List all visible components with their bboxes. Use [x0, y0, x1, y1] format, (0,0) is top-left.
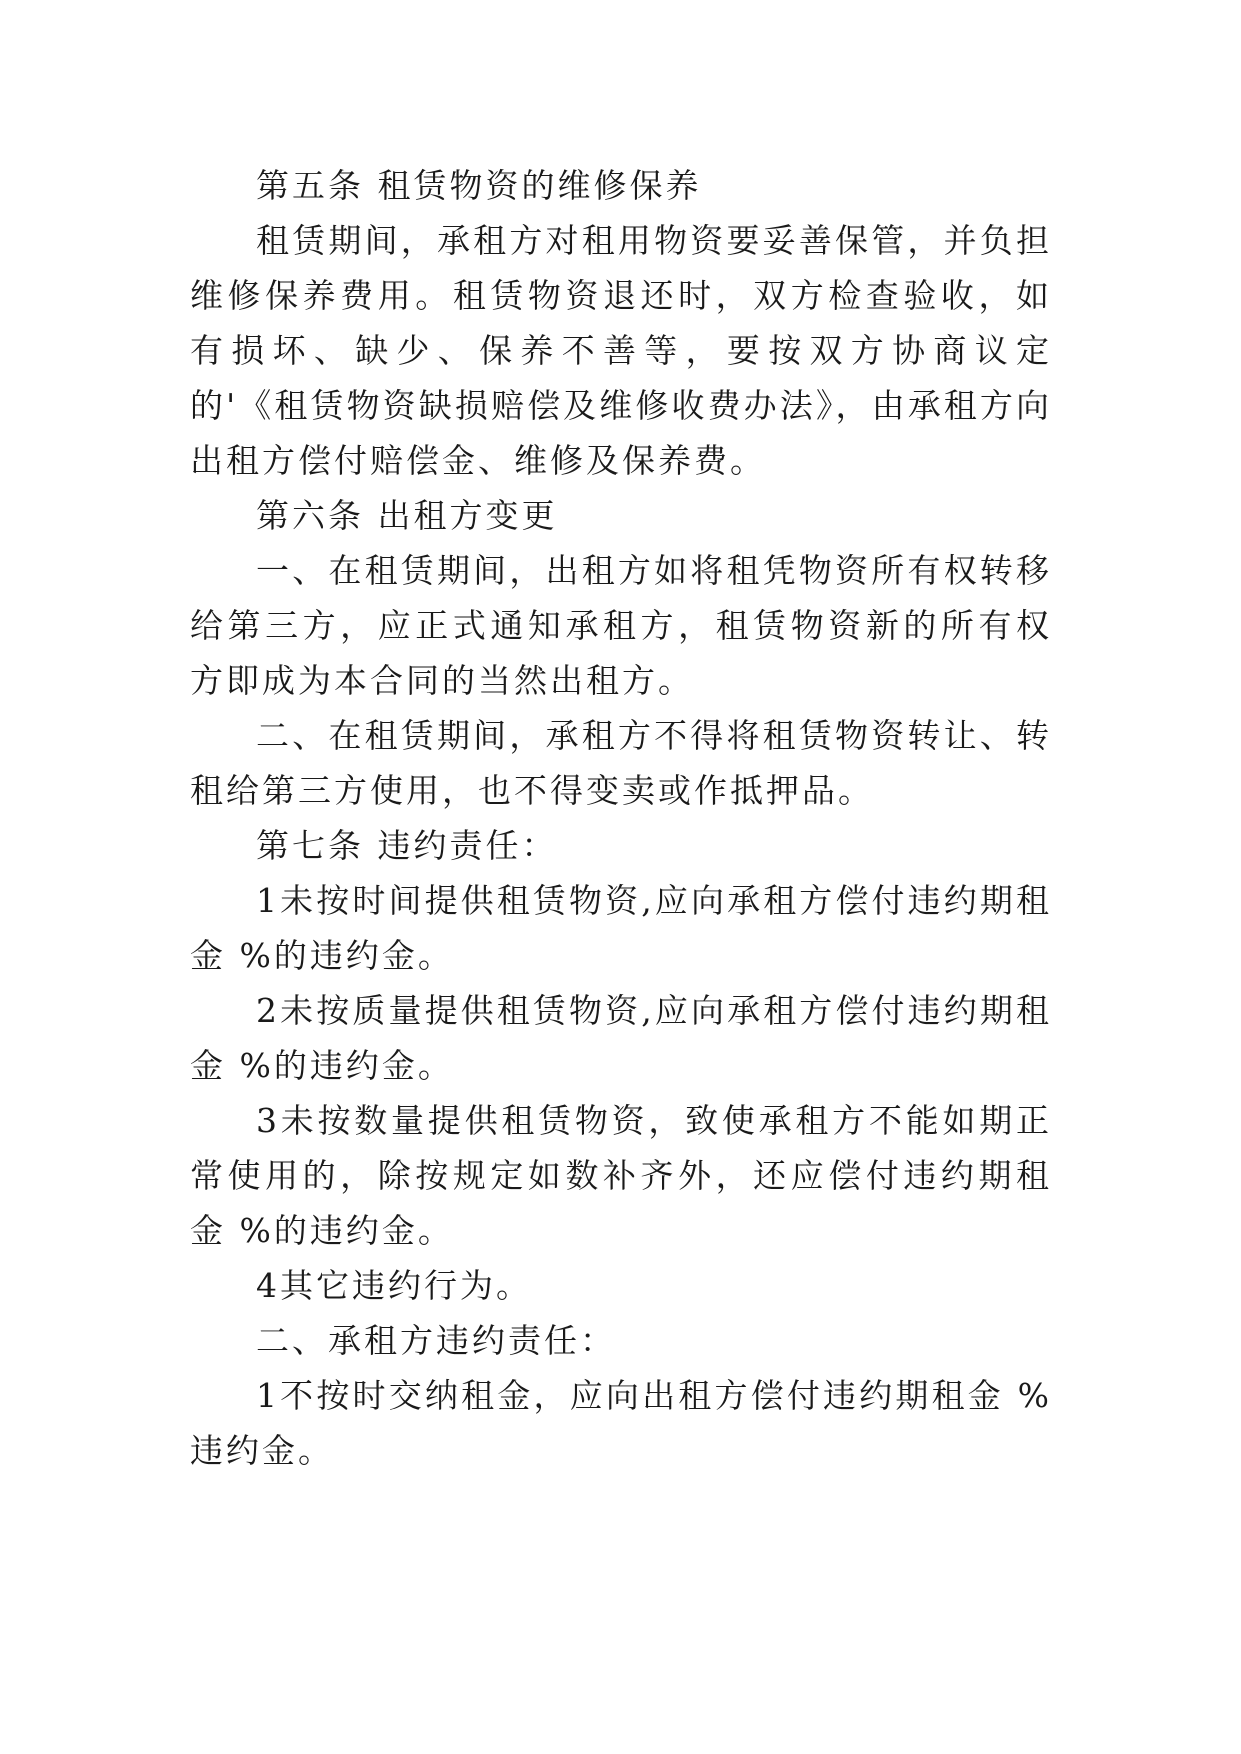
- article-7-item-3: 3未按数量提供租赁物资，致使承租方不能如期正常使用的，除按规定如数补齐外，还应偿付违约期租金 %的违约金。: [190, 1101, 1052, 1250]
- article-6-clause-2: 二、在租赁期间，承租方不得将租赁物资转让、转租给第三方使用，也不得变卖或作抵押品。: [190, 716, 1052, 810]
- article-7-heading: 第七条 违约责任：: [256, 826, 558, 865]
- article-6-heading: 第六条 出租方变更: [256, 496, 558, 535]
- article-5-heading: 第五条 租赁物资的维修保养: [256, 166, 702, 205]
- article-7-item-4: 4其它违约行为。: [256, 1266, 532, 1305]
- lessee-liability-heading: 二、承租方违约责任：: [256, 1321, 616, 1360]
- article-7-item-2: 2未按质量提供租赁物资,应向承租方偿付违约期租金 %的违约金。: [190, 991, 1052, 1085]
- article-7-item-1: 1未按时间提供租赁物资,应向承租方偿付违约期租金 %的违约金。: [190, 881, 1052, 975]
- article-6-clause-1: 一、在租赁期间，出租方如将租凭物资所有权转移给第三方，应正式通知承租方，租赁物资新的所有权方即成为本合同的当然出租方。: [190, 551, 1052, 700]
- document-body: [190, 158, 1052, 1478]
- lessee-liability-item-1: 1不按时交纳租金，应向出租方偿付违约期租金 %违约金。: [190, 1376, 1052, 1470]
- article-5-body: 租赁期间，承租方对租用物资要妥善保管，并负担维修保养费用。租赁物资退还时，双方检查验收，如有损坏、缺少、保养不善等，要按双方协商议定的'《租赁物资缺损赔偿及维修收费办法》，由承租方向出租方偿付赔偿金、维修及保养费。: [190, 221, 1052, 480]
